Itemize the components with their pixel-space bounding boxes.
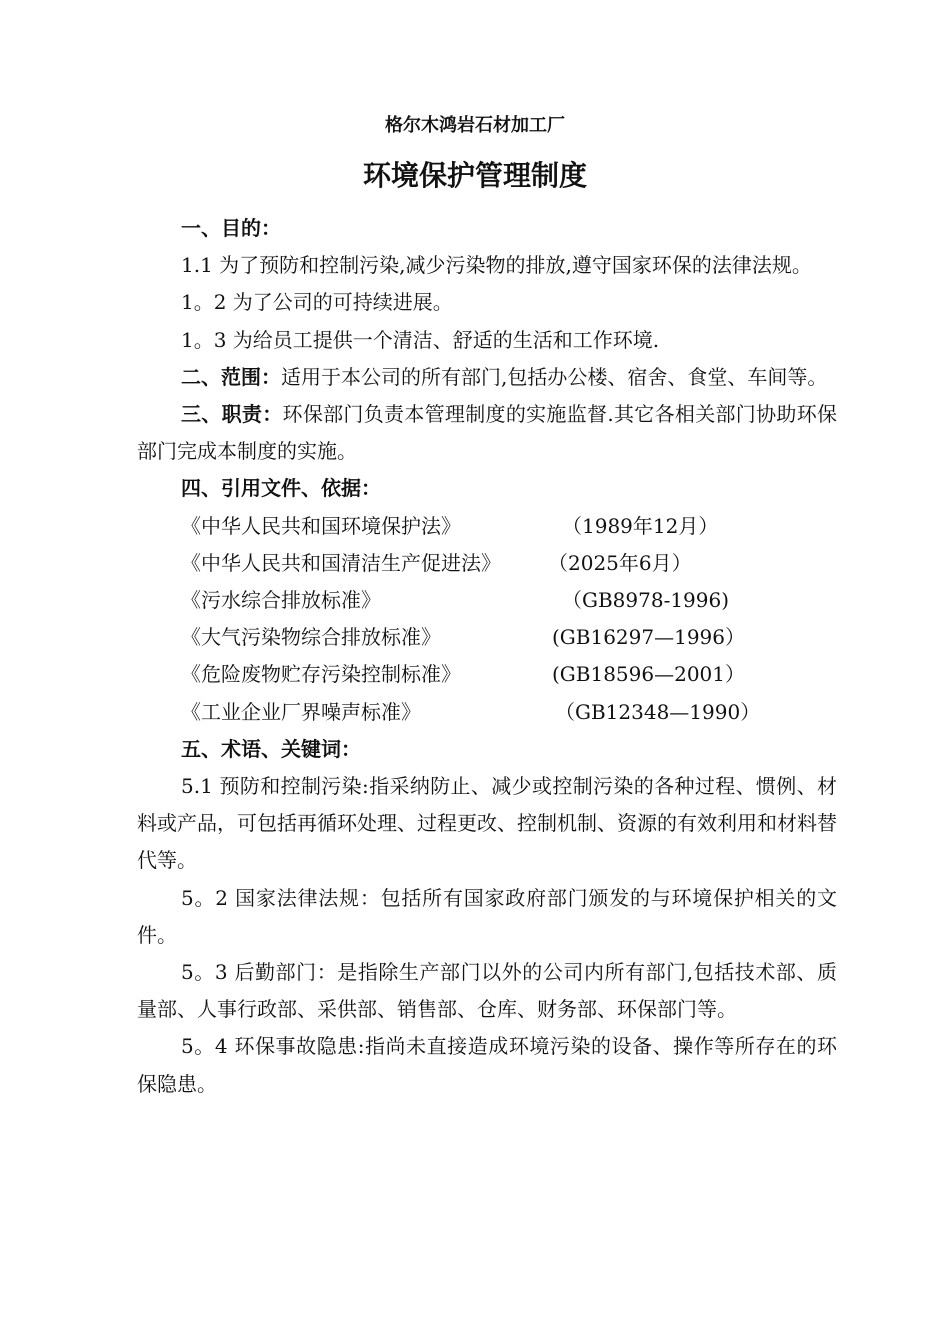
reference-name: 《大气污染物综合排放标准》 bbox=[181, 625, 441, 650]
reference-name: 《中华人民共和国环境保护法》 bbox=[181, 513, 461, 538]
reference-name: 《危险废物贮存污染控制标准》 bbox=[181, 662, 461, 687]
section-scope-heading: 二、范围： bbox=[181, 364, 281, 389]
reference-list bbox=[137, 508, 837, 731]
reference-standard: （1989年12月） bbox=[562, 513, 719, 538]
term-item-5-3: 5。3 后勤部门：是指除生产部门以外的公司内所有部门,包括技术部、质量部、人事行政部、采供部、销售部、仓库、财务部、环保部门等。 bbox=[137, 960, 837, 1022]
section-duties-heading: 三、职责： bbox=[181, 402, 283, 427]
company-name: 格尔木鸿岩石材加工厂 bbox=[385, 115, 565, 136]
reference-standard: (GB18596—2001） bbox=[552, 662, 745, 687]
reference-item bbox=[137, 508, 837, 545]
reference-standard: (GB16297—1996） bbox=[552, 625, 745, 650]
section-duties bbox=[137, 396, 837, 470]
purpose-item-1-3: 1。3 为给员工提供一个清洁、舒适的生活和工作环境. bbox=[181, 327, 660, 352]
purpose-item-1-2: 1。2 为了公司的可持续进展。 bbox=[181, 290, 453, 315]
reference-item bbox=[137, 545, 837, 582]
reference-name: 《中华人民共和国清洁生产促进法》 bbox=[181, 550, 501, 575]
section-scope-text: 适用于本公司的所有部门,包括办公楼、宿舍、食堂、车间等。 bbox=[281, 364, 828, 389]
reference-item bbox=[137, 694, 837, 731]
reference-name: 《污水综合排放标准》 bbox=[181, 588, 381, 613]
term-item-5-1: 5.1 预防和控制污染:指采纳防止、减少或控制污染的各种过程、惯例、材料或产品，可包括再循环处理、过程更改、控制机制、资源的有效利用和材料替代等。 bbox=[137, 774, 837, 873]
purpose-item-1-1: 1.1 为了预防和控制污染,减少污染物的排放,遵守国家环保的法律法规。 bbox=[181, 253, 812, 278]
reference-item bbox=[137, 656, 837, 693]
document-body bbox=[137, 210, 837, 1103]
section-purpose-heading: 一、目的： bbox=[181, 216, 281, 240]
reference-item bbox=[137, 619, 837, 656]
reference-item bbox=[137, 582, 837, 619]
section-scope bbox=[137, 359, 837, 396]
term-item-5-4: 5。4 环保事故隐患:指尚未直接造成环境污染的设备、操作等所存在的环保隐患。 bbox=[137, 1034, 837, 1096]
reference-standard: （GB12348—1990） bbox=[555, 699, 761, 724]
reference-name: 《工业企业厂界噪声标准》 bbox=[181, 699, 421, 724]
reference-standard: （GB8978-1996) bbox=[562, 588, 730, 613]
section-duties-text: 环保部门负责本管理制度的实施监督.其它各相关部门协助环保部门完成本制度的实施。 bbox=[137, 402, 838, 464]
section-terms-heading: 五、术语、关键词： bbox=[181, 736, 361, 761]
document-title: 环境保护管理制度 bbox=[362, 159, 587, 192]
reference-standard: （2025年6月） bbox=[548, 550, 692, 575]
section-references-heading: 四、引用文件、依据： bbox=[181, 476, 381, 501]
term-item-5-2: 5。2 国家法律法规：包括所有国家政府部门颁发的与环境保护相关的文件。 bbox=[137, 885, 837, 947]
